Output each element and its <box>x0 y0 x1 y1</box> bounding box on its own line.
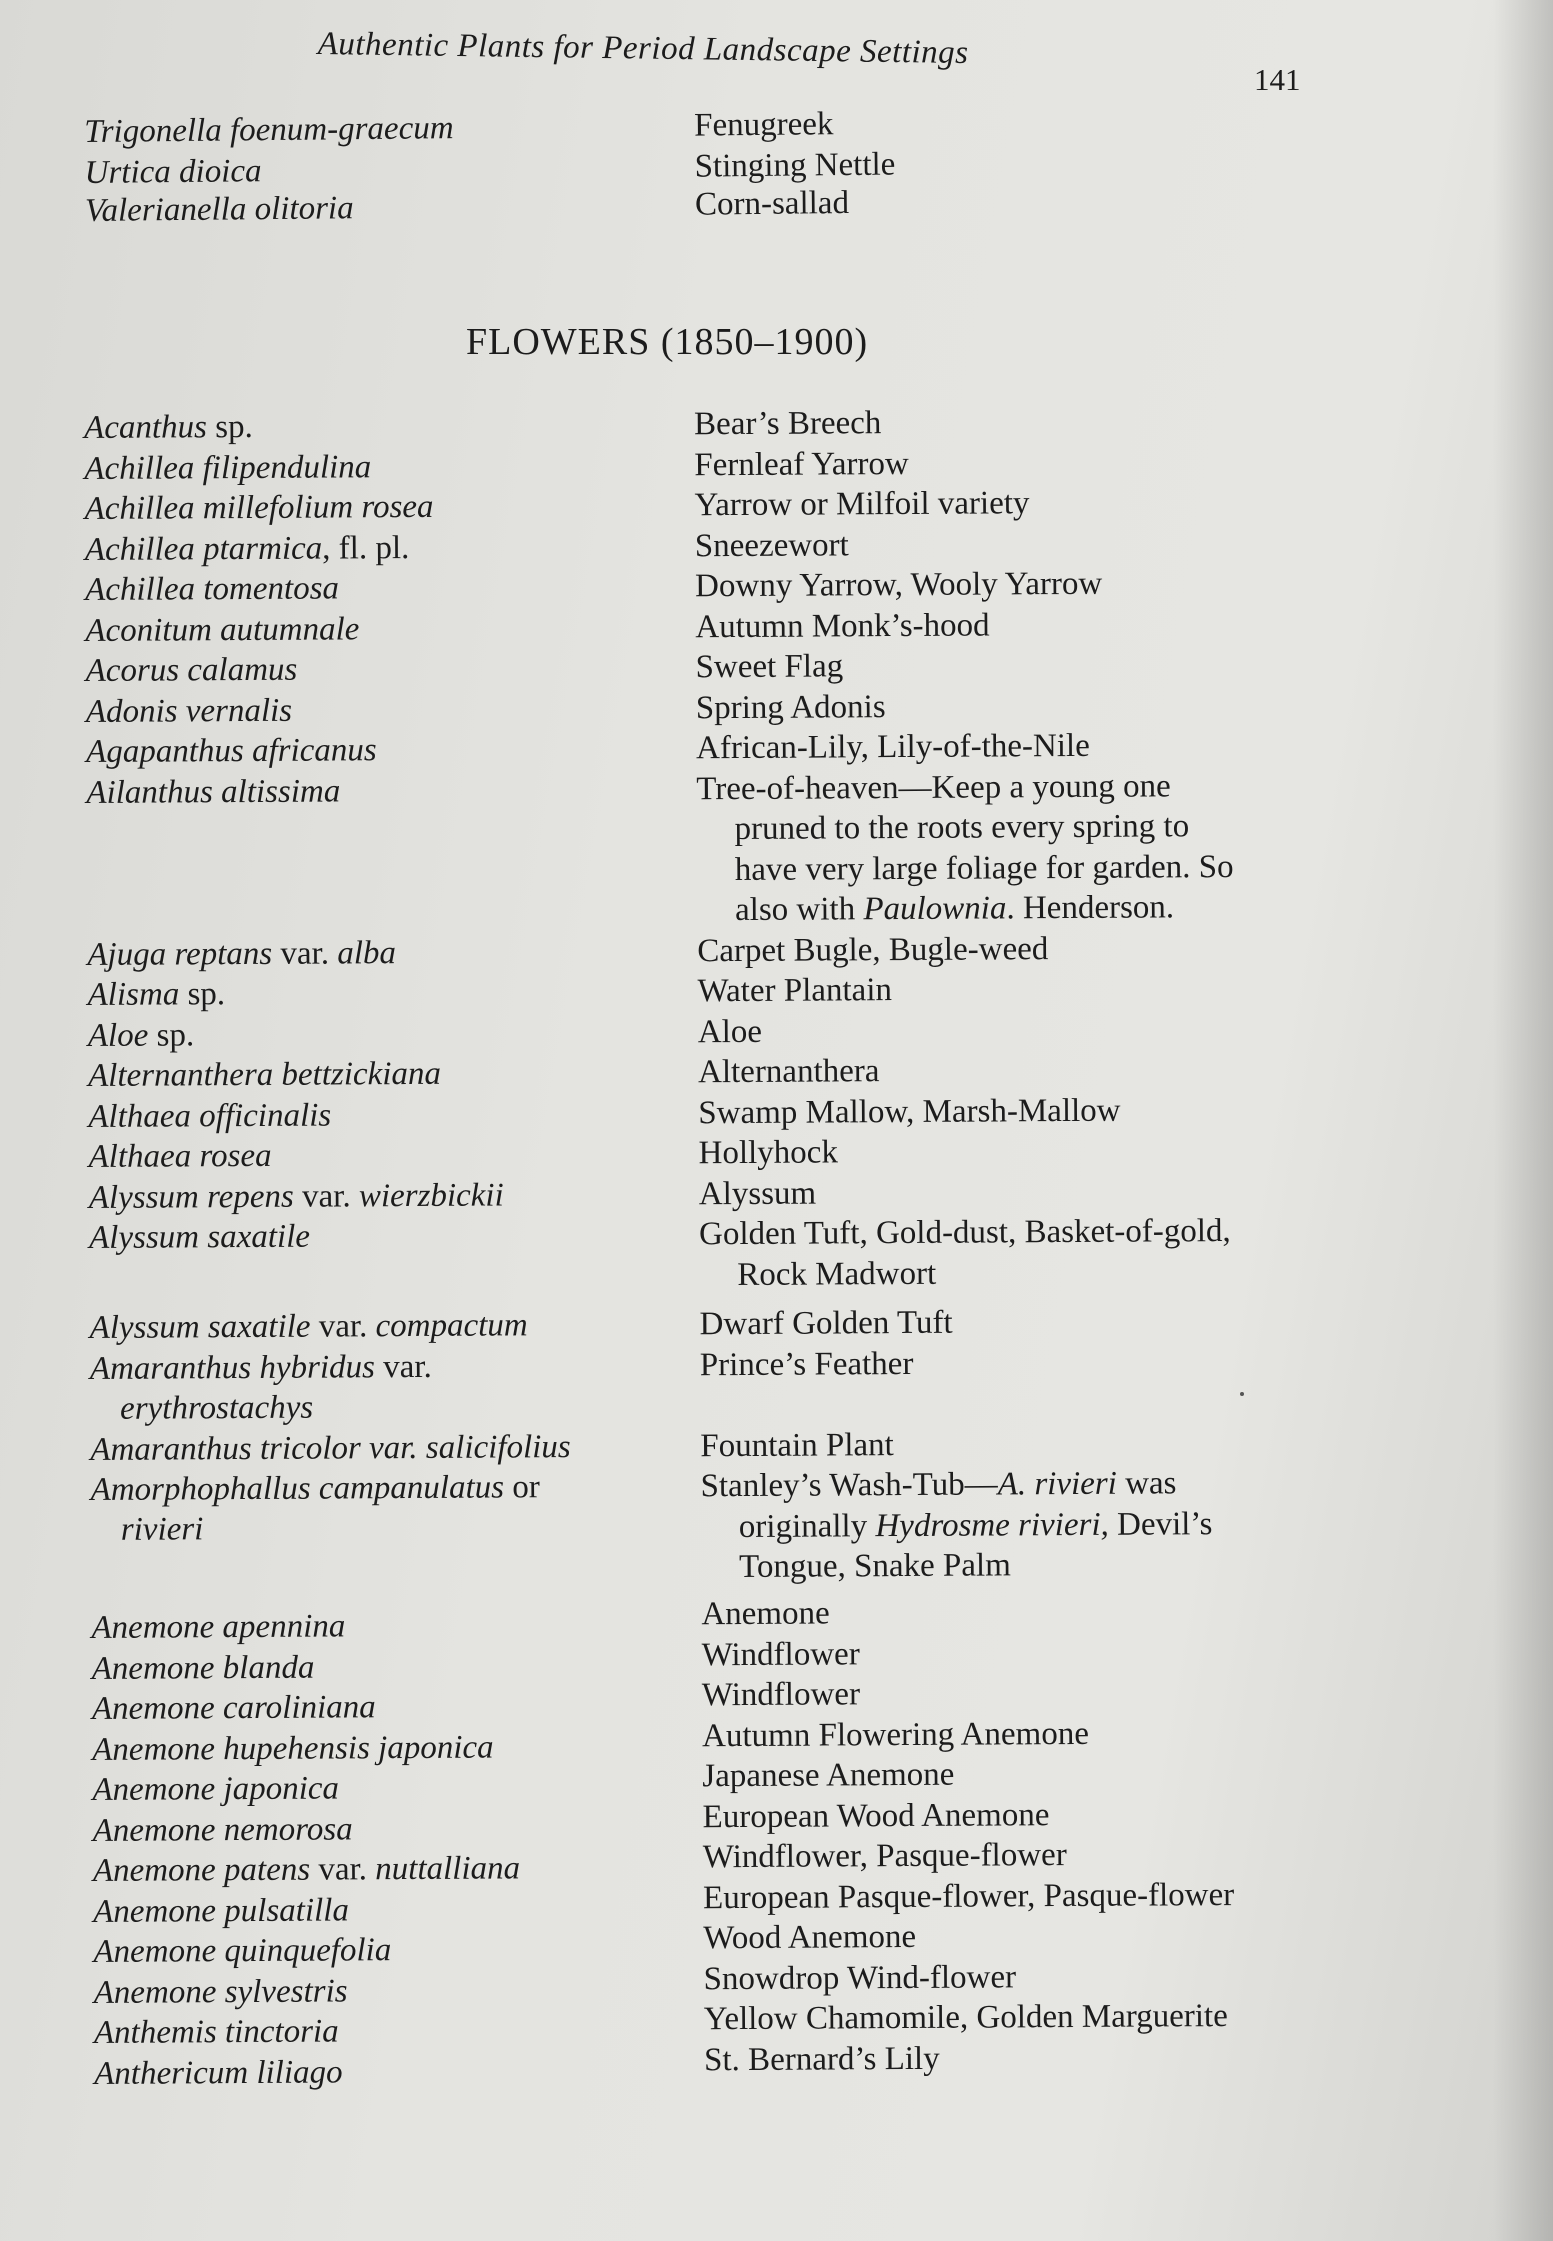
latin-name: Anemone japonica <box>92 1770 340 1808</box>
common-line <box>701 1503 1341 1547</box>
latin-qualifier: or <box>503 1469 540 1506</box>
latin-name: Anemone hupehensis japonica <box>92 1729 494 1768</box>
common-line <box>700 1462 1340 1506</box>
common-text-italic: A. rivieri <box>997 1465 1117 1503</box>
latin-qualifier: var. <box>374 1348 432 1385</box>
top-entries <box>84 99 1345 231</box>
latin-name: Anemone pulsatilla <box>93 1891 350 1930</box>
latin-name: Anemone blanda <box>91 1649 315 1687</box>
common-name: European Pasque-flower, Pasque-flower <box>703 1876 1235 1916</box>
list-item <box>86 765 1347 935</box>
latin-name: Anemone sylvestris <box>93 1972 348 2011</box>
common-name: Windflower <box>701 1676 861 1714</box>
common-text: also with <box>734 891 864 929</box>
list-item <box>94 2036 1354 2092</box>
latin-qualifier: var. <box>310 1308 376 1345</box>
common-text-italic: Hydrosme rivieri, <box>875 1506 1109 1544</box>
common-name: Fountain Plant <box>700 1426 894 1464</box>
common-name: Carpet Bugle, Bugle-weed <box>697 930 1049 969</box>
latin-name: Anemone caroliniana <box>91 1689 376 1727</box>
latin-name: Valerianella olitoria <box>84 189 354 229</box>
latin-variety: wierzbickii <box>358 1176 504 1214</box>
common-name: St. Bernard’s Lily <box>703 2040 940 2078</box>
common-line: Rock Madwort <box>737 1255 937 1293</box>
latin-name: Aconitum autumnale <box>85 610 360 649</box>
common-name: Alyssum <box>698 1175 817 1212</box>
latin-name: Ailanthus altissima <box>86 772 341 811</box>
common-name: African-Lily, Lily-of-the-Nile <box>695 727 1090 767</box>
common-name: Windflower, Pasque-flower <box>702 1837 1067 1876</box>
common-name: Stinging Nettle <box>694 146 896 185</box>
common-name: Spring Adonis <box>695 688 886 726</box>
latin-name: Amorphophallus campanulatus <box>90 1469 505 1508</box>
latin-name: Agapanthus africanus <box>85 732 377 770</box>
list-item <box>90 1462 1351 1598</box>
common-text: Stanley’s Wash-Tub— <box>700 1466 998 1505</box>
common-name: Water Plantain <box>697 972 893 1010</box>
latin-name: Adonis vernalis <box>85 692 293 730</box>
latin-variety: compactum <box>375 1307 528 1345</box>
latin-name: Anthemis tinctoria <box>93 2013 339 2051</box>
latin-name: Aloe <box>87 1017 149 1054</box>
latin-name: Achillea ptarmica <box>84 530 323 568</box>
latin-name: Anemone nemorosa <box>92 1810 353 1849</box>
latin-name: Alyssum repens <box>88 1178 294 1216</box>
common-text: . Henderson. <box>1006 889 1175 927</box>
common-name: Swamp Mallow, Marsh-Mallow <box>698 1092 1121 1131</box>
common-name: Aloe <box>697 1013 763 1050</box>
common-name: European Wood Anemone <box>702 1796 1050 1835</box>
latin-qualifier: sp. <box>148 1016 195 1054</box>
common-name: Anemone <box>701 1595 830 1633</box>
latin-name: Amaranthus tricolor var. salicifolius <box>90 1428 571 1468</box>
list-item <box>90 1341 1350 1430</box>
latin-variety: rivieri <box>120 1511 204 1548</box>
common-line: pruned to the roots every spring to <box>734 808 1190 848</box>
section-title: FLOWERS (1850–1900) <box>466 321 869 363</box>
common-name: Yarrow or Milfoil variety <box>694 485 1030 524</box>
common-name: Hollyhock <box>698 1134 838 1172</box>
common-name: Alternanthera <box>697 1053 880 1091</box>
latin-name: Anemone apennina <box>91 1608 346 1646</box>
common-name: Fenugreek <box>693 106 834 144</box>
latin-name: Achillea filipendulina <box>84 448 372 487</box>
flower-list <box>84 400 1354 2092</box>
latin-name: Alisma <box>87 976 180 1013</box>
common-line <box>697 886 1337 930</box>
common-name: Autumn Monk’s-hood <box>695 606 990 645</box>
latin-variety: alba <box>337 934 397 971</box>
latin-name: Alyssum saxatile <box>88 1218 311 1256</box>
common-name: Downy Yarrow, Wooly Yarrow <box>694 565 1103 605</box>
latin-name: Ajuga reptans <box>87 935 273 973</box>
latin-qualifier: , fl. pl. <box>322 529 410 567</box>
common-name: Yellow Chamomile, Golden Marguerite <box>703 1998 1228 2038</box>
latin-name: Achillea millefolium rosea <box>84 488 434 527</box>
common-name: Windflower <box>701 1635 860 1673</box>
page-edge-shadow <box>1493 0 1553 2241</box>
common-name: Sweet Flag <box>695 648 844 686</box>
common-line: Tongue, Snake Palm <box>738 1547 1011 1586</box>
page-number: 141 <box>1254 62 1301 97</box>
common-text: was <box>1116 1465 1177 1502</box>
common-text: Devil’s <box>1108 1505 1213 1543</box>
latin-qualifier: sp. <box>179 976 226 1013</box>
common-line: Golden Tuft, Gold-dust, Basket-of-gold, <box>698 1213 1231 1253</box>
common-name: Autumn Flowering Anemone <box>702 1715 1090 1754</box>
common-name: Corn-sallad <box>694 184 850 223</box>
latin-name: Acorus calamus <box>85 651 298 689</box>
latin-name: Amaranthus hybridus <box>89 1348 376 1387</box>
common-name: Wood Anemone <box>703 1918 917 1957</box>
latin-qualifier: var. <box>272 934 338 972</box>
common-name-multiline <box>699 1210 1339 1295</box>
latin-qualifier: sp. <box>206 408 253 446</box>
common-text-italic: Paulownia <box>863 890 1007 928</box>
latin-name: Trigonella foenum-graecum <box>84 110 454 150</box>
common-name: Sneezewort <box>694 526 849 564</box>
common-line: Tree-of-heaven—Keep a young one <box>696 767 1171 807</box>
common-name: Bear’s Breech <box>694 405 882 443</box>
common-name-note <box>696 765 1337 931</box>
latin-name: Alyssum saxatile <box>89 1308 311 1346</box>
latin-variety: erythrostachys <box>120 1389 314 1427</box>
latin-variety: nuttalliana <box>375 1850 521 1888</box>
latin-qualifier: var. <box>293 1177 360 1215</box>
running-head: Authentic Plants for Period Landscape Settings <box>317 26 969 72</box>
latin-name: Acanthus <box>84 409 208 446</box>
latin-name: Althaea officinalis <box>88 1097 332 1135</box>
latin-name: Anemone quinquefolia <box>93 1932 392 1970</box>
latin-name: Anemone patens <box>92 1851 311 1889</box>
common-name: Prince’s Feather <box>699 1345 914 1383</box>
common-name: Japanese Anemone <box>702 1756 955 1795</box>
common-name: Snowdrop Wind-flower <box>703 1958 1017 1997</box>
latin-name: Achillea tomentosa <box>85 570 340 608</box>
latin-qualifier: var. <box>310 1851 376 1888</box>
list-item <box>89 1210 1350 1308</box>
latin-name: Alternanthera bettzickiana <box>87 1055 442 1094</box>
ink-speck <box>1240 1392 1244 1396</box>
common-text: originally <box>738 1507 876 1545</box>
common-name: Fernleaf Yarrow <box>694 445 909 483</box>
common-name-note <box>700 1462 1341 1587</box>
common-name: Dwarf Golden Tuft <box>699 1304 953 1343</box>
latin-name: Urtica dioica <box>84 152 262 191</box>
latin-name: Althaea rosea <box>88 1137 272 1175</box>
common-line: have very large foliage for garden. So <box>734 848 1234 888</box>
latin-name: Anthericum liliago <box>94 2053 343 2092</box>
